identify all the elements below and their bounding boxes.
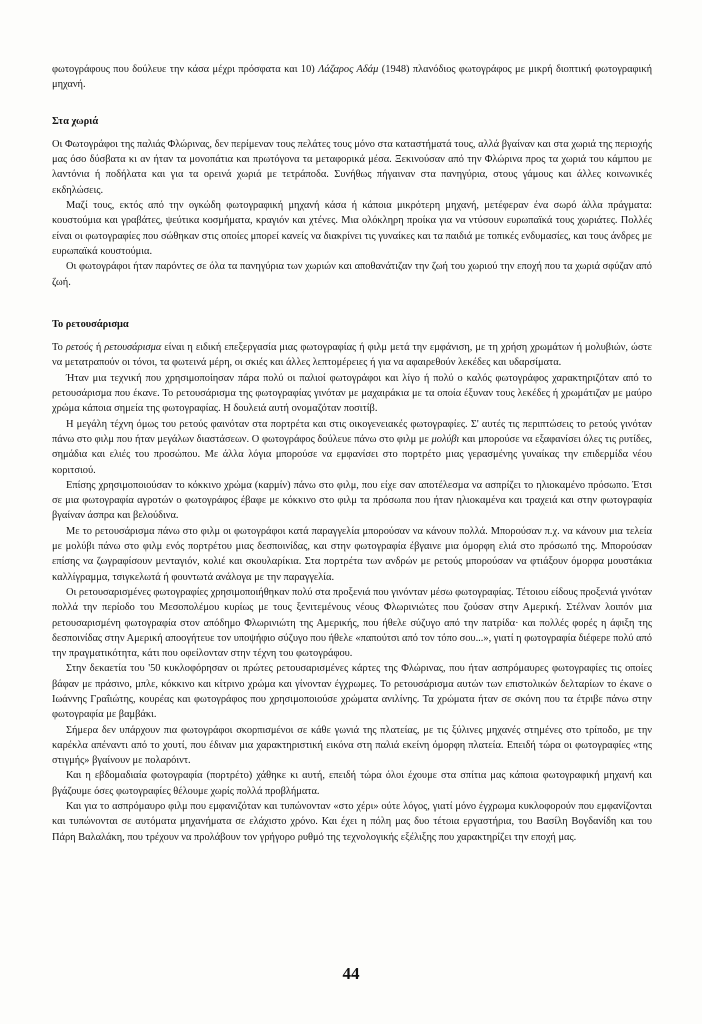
retouch-paragraph: Ήταν μια τεχνική που χρησιμοποίησαν πάρα πολύ οι παλιοί φωτογράφοι και λίγο ή πολύ ο καλός φωτογράφος χαρακτηριζόταν από το ρετουσάρισμα που έκανε. Το ρετουσάρισμα της φωτογραφίας γινόταν με μαχαιράκια με τα οποία έξυναν τους λεκέδες ή χρωμάτιζαν με μαύρο χρώμα κάποια σημεία της φωτογραφίας. Η δουλειά αυτή ονομαζόταν ποσιτίβ. (52, 372, 652, 415)
term-pencil: μολύβι (431, 433, 460, 445)
retouch-paragraph: Σήμερα δεν υπάρχουν πια φωτογράφοι σκορπισμένοι σε κάθε γωνιά της πλατείας, με τις ξύλινες μηχανές στημένες στο τρίποδο, με την καρέκλα απέναντι από το χουτί, που έδιναν μια χαρακτηριστική εικόνα στη παλιά εκείνη όμορφη πλατεία. Επειδή τώρα οι φωτογραφίες «της στιγμής» βγαίνουν με πολαρόιντ. (52, 724, 652, 767)
intro-paragraph (52, 62, 652, 93)
intro-text-end: (1948) πλανόδιος φωτογράφος με μικρή διοπτική φωτογραφική μηχανή. (52, 64, 653, 91)
retouch-paragraph: Και για το ασπρόμαυρο φιλμ που εμφανιζόταν και τυπώνονταν «στο χέρι» ούτε λόγος, γιατί μόνο έγχρωμα κυκλοφορούν που εμφανίζονται και τυπώνονται σε αυτόματα μηχανήματα σε ελάχιστο χρόνο. Και έχει η πόλη μας δυο τέτοια εργαστήρια, του Βασίλη Βογδανίδη και του Πάρη Βαλαλάκη, που τρέχουν να προλάβουν τον γρήγορο ρυθμό της τεχνολογικής εξέλιξης που χαρακτηρίζει την εποχή μας. (52, 801, 652, 843)
villages-paragraph: Μαζί τους, εκτός από την ογκώδη φωτογραφική μηχανή κάσα ή κάποια μικρότερη μηχανή, μετέφεραν ένα σωρό άλλα πράγματα: κουστούμια και γραβάτες, ψεύτικα κοσμήματα, κραγιόν και χτένες. Μια ολόκληρη προίκα για να ντύσουν ευρωπαϊκά τους χωριάτες. Πολλές είναι οι φωτογραφίες που σώθηκαν στις οποίες μπορεί κανείς να διακρίνει τις γυναίκες και τα παιδιά με τοπικές ενδυμασίες, και τους άνδρες με ευρωπαϊκά κουστούμια. (52, 200, 652, 257)
villages-paragraph: Οι φωτογράφοι ήταν παρόντες σε όλα τα πανηγύρια των χωριών και αποθανάτιζαν την ζωή του χωριού την εποχή που τα χωριά σφύζαν από ζωή. (52, 261, 652, 288)
term-retouching: ρετουσάρισμα (104, 342, 162, 354)
photographer-name: Λάζαρος Αδάμ (318, 64, 379, 75)
term-retouch: ρετούς (65, 342, 93, 354)
retouch-paragraph (52, 417, 652, 478)
retouch-text: Η μεγάλη τέχνη όμως του ρετούς φαινόταν στα πορτρέτα και στις οικογενειακές φωτογραφίες. Σ' αυτές τις περιπτώσεις το ρετούς γινόταν πάνω στο φιλμ που ήταν μεγάλων διαστάσεων. Ο φωτογράφος δούλευε πάνω στο φιλμ με (52, 418, 652, 445)
retouch-text: ή (92, 342, 105, 354)
retouch-paragraph (52, 340, 652, 371)
section-heading-retouch: Το ρετουσάρισμα (52, 318, 129, 330)
retouch-text: είναι η ειδική επεξεργασία μιας φωτογραφίας ή φιλμ μετά την εμφάνιση, με τη χρήση χρωμάτων ή μολυβιών, ώστε να μετατραπούν οι τόνοι, τα φωτεινά μέρη, οι σκιές και άλλες λεπτομέρειες ή για να αφαιρεθούν λεκέδες και υδαρσίματα. (52, 342, 652, 369)
intro-text: φωτογράφους που δούλευε την κάσα μέχρι πρόσφατα και 10) (52, 64, 319, 75)
villages-paragraph: Οι Φωτογράφοι της παλιάς Φλώρινας, δεν περίμεναν τους πελάτες τους μόνο στα καταστήματά τους, αλλά βγαίναν και στα χωριά της περιοχής μας όσο δύσβατα κι αν ήταν τα μονοπάτια και πρωτόγονα τα μεταφορικά μέσα. Ξεκινούσαν από την Φλώρινα προς τα χωριά του κάμπου με λαντόνια ή ποδήλατα και για τα ορεινά χωριά με τετράποδα. Συνήθως πήγαιναν στα πανηγύρια, στους γάμους και άλλες κοινωνικές εκδηλώσεις. (52, 138, 652, 196)
retouch-text: Το (52, 342, 66, 354)
retouch-paragraph: Στην δεκαετία του '50 κυκλοφόρησαν οι πρώτες ρετουσαρισμένες κάρτες της Φλώρινας, που ήταν ασπρόμαυρες φωτογραφίες τις οποίες βάφαν με πράσινο, μπλε, κόκκινο και κίτρινο χρώμα και γίνονταν έγχρωμες. Το ρετουσάρισμα αυτών των επιστολικών δελταρίων το έκανε ο Ιωάννης Γραΐιώτης, κουρέας και φωτογράφος που χρησιμοποιούσε χρώματα ανιλίνης. Τα χρώματα ήταν σε σκόνη που τα έτριβε πάνω στην φωτογραφία με βαμβάκι. (52, 663, 652, 721)
retouch-paragraph: Οι ρετουσαρισμένες φωτογραφίες χρησιμοποιήθηκαν πολύ στα προξενιά που γινόνταν μέσω φωτογραφίας. Τέτοιου είδους προξενιά γινόταν πολλά την περίοδο του Μεσοπολέμου κυρίως με τους ξενιτεμένους νέους Φλωρινιώτες που ζούσαν στην Αμερική. Στέλναν λοιπόν μια ρετουσαρισμένη φωτογραφία στον απόδημο Φλωρινιώτη της Αμερικής, που ήθελε σύζυγο από την πατρίδα· και πολλές φορές η άφιξη της δεσποινίδας στην Αμερική αποογήτευε τον υποψήφιο σύζυγο που ήθελε «παπούτσι από τον τόπο σου...», γιατί η φωτογραφία διέφερε πολύ από την πραγματικότητα, κάτι που οφείλονταν στην τέχνη του φωτογράφου. (52, 586, 652, 660)
retouch-text: και μπορούσε να εξαφανίσει όλες τις ρυτίδες, σημάδια και ελιές του προσώπου. Με άλλα λόγια μπορούσε να εμφανίσει στο πορτρέτο μιας γερασμένης γυναίκας την επιδερμίδα νέου κοριτσιού. (52, 433, 652, 476)
text-body (52, 62, 652, 845)
retouch-paragraph: Και η εβδομαδιαία φωτογραφία (πορτρέτο) χάθηκε κι αυτή, επειδή τώρα όλοι έχουμε στα σπίτια μας κάποια φωτογραφική μηχανή και βγάζουμε όσες φωτογραφίες θέλουμε χωρίς πολλά προβλήματα. (52, 770, 652, 797)
section-heading-villages: Στα χωριά (52, 115, 99, 127)
page-number: 44 (342, 964, 360, 983)
retouch-paragraph: Με το ρετουσάρισμα πάνω στο φιλμ οι φωτογράφοι κατά παραγγελία μπορούσαν να κάνουν πολλά. Μπορούσαν π.χ. να κάνουν μια τελεία με μολύβι πάνω στο φιλμ ενός πορτρέτου μιας δεσποινίδας, και στην φωτογραφία έβγαινε μια όμορφη ελιά στο πρόσωπό της. Μπορούσαν επίσης να ζωγραφίσουν μενταγιόν, κολιέ και σκουλαρίκια. Στα πορτρέτα των ανδρών με ρετούς μπορούσαν να φτιάξουν όμορφα μουστάκια καλλίγραμμα, τσιγκελωτά ή φουντωτά ανάλογα με την παραγγελία. (52, 525, 652, 583)
retouch-paragraph: Επίσης χρησιμοποιούσαν το κόκκινο χρώμα (καρμίν) πάνω στο φιλμ, που είχε σαν αποτέλεσμα να ασπρίζει το ηλιοκαμένο πρόσωπο. Έτσι σε μια φωτογραφία αγροτών ο φωτογράφος έβαφε με κόκκινο στο φιλμ τα πρόσωπα που ήταν ηλιοκαμένα και τραχειά και στην φωτογραφία βγαίναν άσπρα και βελούδινα. (52, 479, 652, 522)
